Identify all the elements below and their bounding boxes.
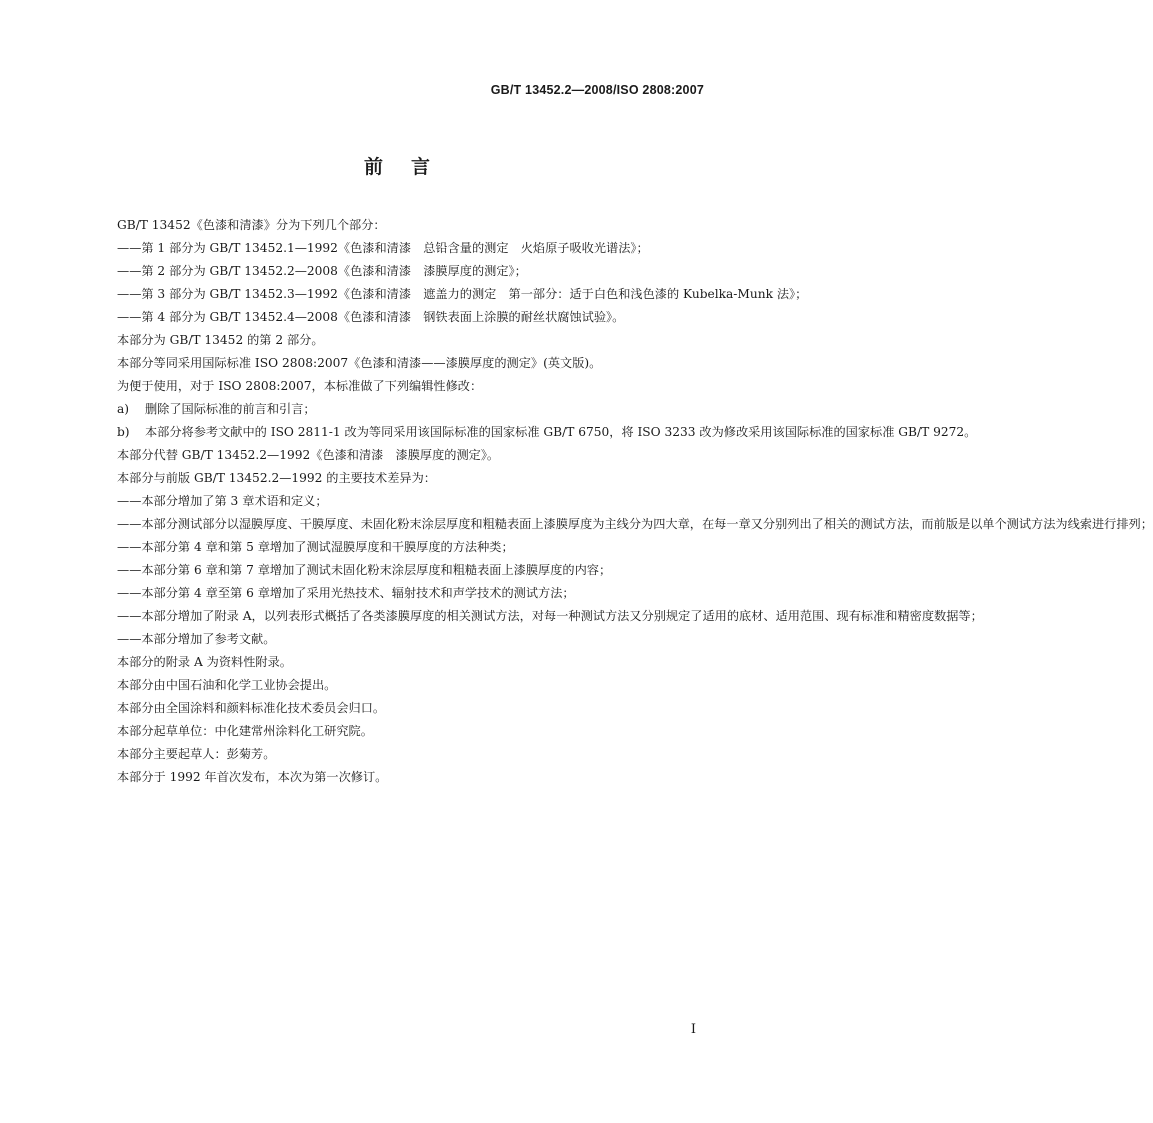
dash-item-part-3: ——第 3 部分为 GB/T 13452.3—1992《色漆和清漆 遮盖力的测定 第一部分：适于白色和浅色漆的 Kubelka-Munk 法》； bbox=[117, 287, 808, 301]
list-marker-b: b) bbox=[117, 425, 130, 439]
paragraph-drafters: 本部分主要起草人：彭菊芳。 bbox=[117, 747, 276, 761]
paragraph-proposed-by: 本部分由中国石油和化学工业协会提出。 bbox=[117, 678, 337, 692]
paragraph-editorial-intro: 为便于使用，对于 ISO 2808:2007，本标准做了下列编辑性修改： bbox=[117, 379, 483, 393]
dash-item-part-4: ——第 4 部分为 GB/T 13452.4—2008《色漆和清漆 钢铁表面上涂膜的耐丝状腐蚀试验》。 bbox=[117, 310, 625, 324]
dash-item-diff-2: ——本部分测试部分以湿膜厚度、干膜厚度、未固化粉末涂层厚度和粗糙表面上漆膜厚度为主线分为四大章，在每一章又分别列出了相关的测试方法，而前版是以单个测试方法为线索进行排列； bbox=[117, 517, 1153, 531]
dash-item-diff-7: ——本部分增加了参考文献。 bbox=[117, 632, 276, 646]
dash-item-diff-3: ——本部分第 4 章和第 5 章增加了测试湿膜厚度和干膜厚度的方法种类； bbox=[117, 540, 514, 554]
list-item-a bbox=[117, 398, 707, 421]
dash-item-part-1: ——第 1 部分为 GB/T 13452.1—1992《色漆和清漆 总铅含量的测定 火焰原子吸收光谱法》； bbox=[117, 241, 649, 255]
page-number: I bbox=[690, 1022, 696, 1037]
dash-item-diff-6: ——本部分增加了附录 A，以列表形式概括了各类漆膜厚度的相关测试方法，对每一种测试方法又分别规定了适用的底材、适用范围、现有标准和精密度数据等； bbox=[117, 609, 983, 623]
list-text-b: 本部分将参考文献中的 ISO 2811-1 改为等同采用该国际标准的国家标准 GB/T 6750，将 ISO 3233 改为修改采用该国际标准的国家标准 GB/T 9272。 bbox=[145, 425, 977, 439]
paragraph-differences-intro: 本部分与前版 GB/T 13452.2—1992 的主要技术差异为： bbox=[117, 471, 436, 485]
paragraph-replaces: 本部分代替 GB/T 13452.2—1992《色漆和清漆 漆膜厚度的测定》。 bbox=[117, 448, 500, 462]
paragraph-part-number: 本部分为 GB/T 13452 的第 2 部分。 bbox=[117, 333, 324, 347]
standard-code-header: GB/T 13452.2—2008/ISO 2808:2007 bbox=[490, 83, 704, 97]
dash-item-part-2: ——第 2 部分为 GB/T 13452.2—2008《色漆和清漆 漆膜厚度的测定》； bbox=[117, 264, 527, 278]
paragraph-adoption: 本部分等同采用国际标准 ISO 2808:2007《色漆和清漆——漆膜厚度的测定》(英文版)。 bbox=[117, 356, 602, 370]
list-marker-a: a) bbox=[117, 402, 130, 416]
dash-item-diff-5: ——本部分第 4 章至第 6 章增加了采用光热技术、辐射技术和声学技术的测试方法； bbox=[117, 586, 575, 600]
list-item-b bbox=[117, 421, 977, 444]
list-text-a: 删除了国际标准的前言和引言； bbox=[145, 402, 316, 416]
paragraph-annex: 本部分的附录 A 为资料性附录。 bbox=[117, 655, 292, 669]
dash-item-diff-1: ——本部分增加了第 3 章术语和定义； bbox=[117, 494, 328, 508]
page-title: 前言 bbox=[363, 156, 458, 178]
paragraph-drafting-unit: 本部分起草单位：中化建常州涂料化工研究院。 bbox=[117, 724, 373, 738]
foreword-body bbox=[117, 214, 1153, 789]
paragraph-centralized-by: 本部分由全国涂料和颜料标准化技术委员会归口。 bbox=[117, 701, 386, 715]
paragraph-parts-intro: GB/T 13452《色漆和清漆》分为下列几个部分： bbox=[117, 218, 386, 232]
paragraph-history: 本部分于 1992 年首次发布，本次为第一次修订。 bbox=[117, 770, 388, 784]
dash-item-diff-4: ——本部分第 6 章和第 7 章增加了测试未固化粉末涂层厚度和粗糙表面上漆膜厚度的内容； bbox=[117, 563, 612, 577]
